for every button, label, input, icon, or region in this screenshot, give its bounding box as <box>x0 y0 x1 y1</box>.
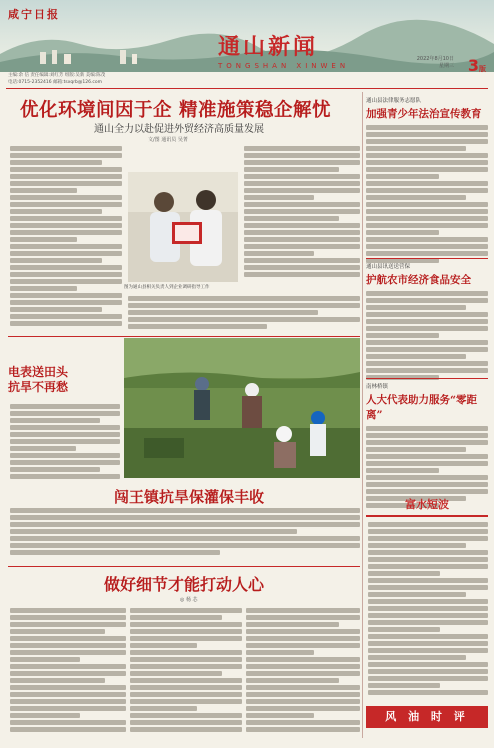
weekday: 星期三 <box>438 63 454 69</box>
columnist-header <box>366 496 488 516</box>
right-story-3 <box>366 382 488 510</box>
editor-line: 主编:余 信 责任编辑:刘红芳 组版:吴新 美编:陈茂 <box>8 73 106 78</box>
date: 2022年8月10日 <box>416 56 454 62</box>
story3-col3 <box>246 608 360 738</box>
newspaper-brand: 咸宁日报 <box>8 8 60 21</box>
right-story-2-kicker: 通山县讯送送营保 <box>366 264 411 270</box>
columnist-body <box>368 522 488 702</box>
right-story-1-body <box>366 125 488 263</box>
lead-subhead: 通山全力以赴促进外贸经济高质量发展 <box>94 124 264 135</box>
feature-photo <box>124 338 360 478</box>
right-story-3-kicker: 南林桥镇 <box>366 384 389 390</box>
columnist-title: 富水短波 <box>405 498 449 511</box>
lead-body-col1 <box>10 146 122 332</box>
feature-bottom-rule <box>8 566 360 567</box>
lead-photo <box>128 172 238 282</box>
story3-headline: 做好细节才能打动人心 <box>104 575 265 594</box>
feature-headline: 闯王镇抗旱保灌保丰收 <box>114 488 265 506</box>
footer-banner: 风 油 时 评 <box>366 706 488 728</box>
feature-body <box>10 508 360 562</box>
section-subtitle: TONGSHAN XINWEN <box>218 62 350 70</box>
story3-col1 <box>10 608 126 738</box>
dateline <box>417 56 454 70</box>
lead-byline: 文/图 通讯员 吴菁 <box>148 137 188 143</box>
right-rule-2 <box>366 378 488 379</box>
page-number <box>468 56 486 75</box>
feature-side-title-2: 抗旱不再愁 <box>8 380 69 394</box>
editor-meta <box>8 72 105 86</box>
right-story-2-body <box>366 291 488 381</box>
masthead <box>0 0 494 90</box>
section-title: 通山新闻 <box>218 34 319 60</box>
lead-photo-caption: 图为通山县相关负责人到企业调研指导工作 <box>124 285 210 290</box>
masthead-rule <box>6 88 488 89</box>
right-story-2-title: 护航农市经济食品安全 <box>366 274 471 286</box>
columnist-bar <box>366 515 488 517</box>
lead-body-bottom <box>128 296 360 332</box>
feature-side-title-1: 电表送田头 <box>8 365 69 379</box>
lead-headline: 优化环境间因于企 精准施策稳企解忧 <box>20 100 331 121</box>
lead-bottom-rule <box>8 336 360 337</box>
lead-body-col3 <box>244 146 360 282</box>
feature-side-body <box>10 404 120 482</box>
right-story-2 <box>366 262 488 381</box>
right-rule-1 <box>366 258 488 259</box>
column-divider <box>362 92 363 738</box>
page-number-suffix: 版 <box>479 65 486 73</box>
contact-line: 电话:0715-2352416 邮箱:tsxqrb@126.com <box>8 80 103 85</box>
page-number-value: 3 <box>467 56 479 75</box>
right-story-3-title: 人大代表助力服务“零距离” <box>366 394 478 421</box>
story3-byline: ◎ 杨 芯 <box>180 597 198 603</box>
right-story-1 <box>366 96 488 263</box>
story3-col2 <box>130 608 242 738</box>
right-story-1-kicker: 通山县法律服务志愿队 <box>366 98 422 104</box>
right-story-1-title: 加强青少年法治宣传教育 <box>366 108 482 120</box>
